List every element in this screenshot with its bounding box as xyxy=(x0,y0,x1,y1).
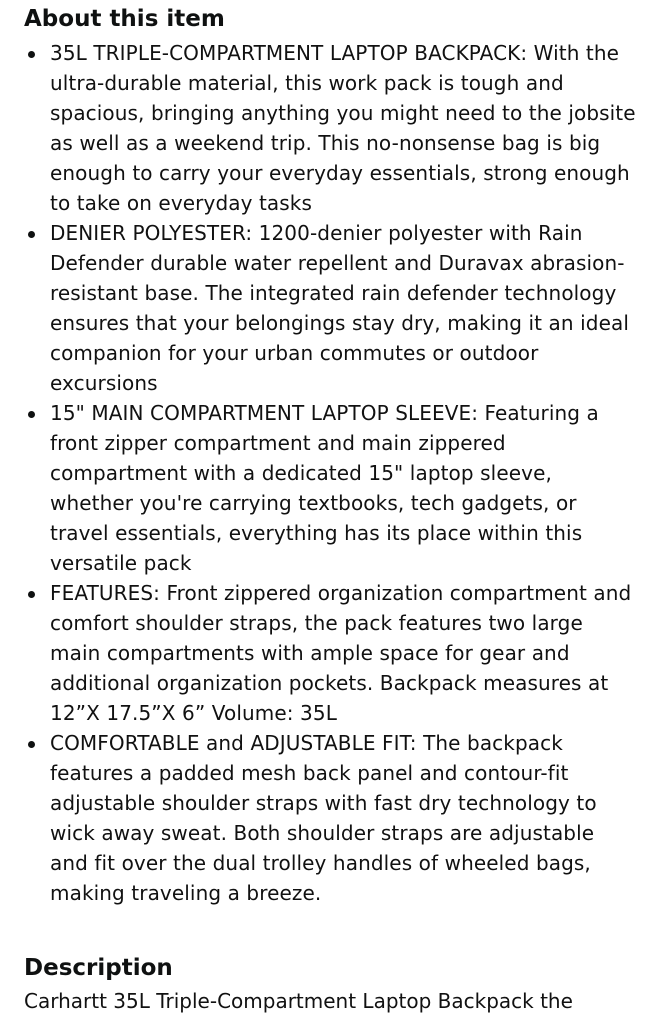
bullet-dot-icon xyxy=(28,51,35,58)
feature-bullet-item xyxy=(24,398,636,578)
description-text: Carhartt 35L Triple-Compartment Laptop Backpack the xyxy=(24,989,573,1013)
description-heading: Description xyxy=(24,955,173,981)
bullet-dot-icon xyxy=(28,411,35,418)
bullet-dot-icon xyxy=(28,231,35,238)
feature-bullet-item xyxy=(24,578,636,728)
feature-bullet-item xyxy=(24,728,636,908)
feature-bullet-text: DENIER POLYESTER: 1200-denier polyester with Rain Defender durable water repellent and Duravax abrasion-resistant base. The integrated rain defender technology ensures that your belongings stay dry, making it an ideal companion for your urban commutes or outdoor excursions xyxy=(50,221,630,395)
feature-bullet-item xyxy=(24,218,636,398)
feature-bullet-text: COMFORTABLE and ADJUSTABLE FIT: The backpack features a padded mesh back panel and contour-fit adjustable shoulder straps with fast dry technology to wick away sweat. Both shoulder straps are adjustable and fit over the dual trolley handles of wheeled bags, making traveling a breeze. xyxy=(50,731,597,905)
bullet-dot-icon xyxy=(28,591,35,598)
feature-bullet-item xyxy=(24,38,636,218)
feature-bullet-text: 15" MAIN COMPARTMENT LAPTOP SLEEVE: Featuring a front zipper compartment and main zippered compartment with a dedicated 15" laptop sleeve, whether you're carrying textbooks, tech gadgets, or travel essentials, everything has its place within this versatile pack xyxy=(50,401,599,575)
bullet-dot-icon xyxy=(28,741,35,748)
feature-bullet-text: FEATURES: Front zippered organization compartment and comfort shoulder straps, the pack features two large main compartments with ample space for gear and additional organization pockets. Backpack measures at 12”X 17.5”X 6” Volume: 35L xyxy=(50,581,632,725)
feature-bullet-list xyxy=(24,38,636,908)
feature-bullet-text: 35L TRIPLE-COMPARTMENT LAPTOP BACKPACK: With the ultra-durable material, this work pack is tough and spacious, bringing anything you might need to the jobsite as well as a weekend trip. This no-nonsense bag is big enough to carry your everyday essentials, strong enough to take on everyday tasks xyxy=(50,41,636,215)
about-this-item-heading: About this item xyxy=(24,6,225,32)
